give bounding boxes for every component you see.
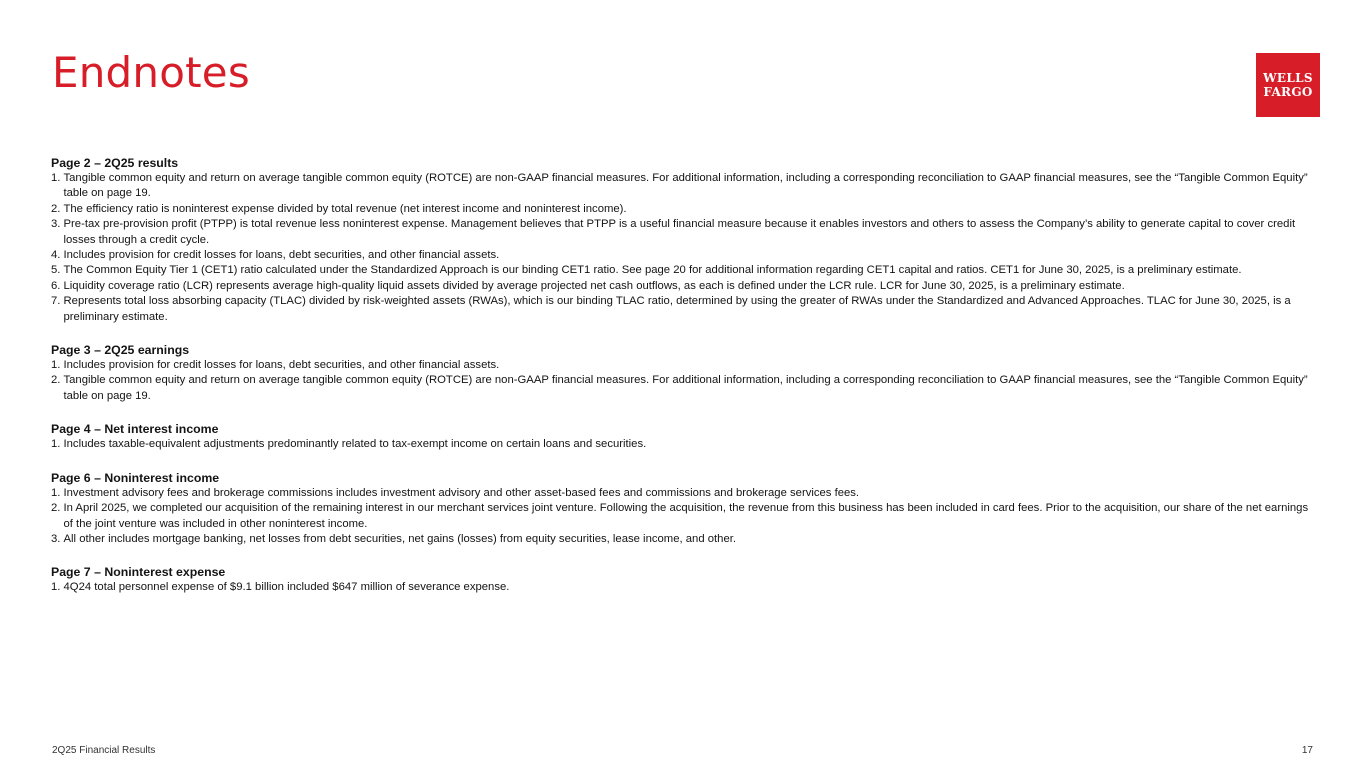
endnote-list <box>51 580 1313 595</box>
page-title: Endnotes <box>52 48 250 97</box>
endnote-text: Investment advisory fees and brokerage commissions includes investment advisory and other asset-based fees and commissions and brokerage services fees. <box>63 486 860 499</box>
section-heading: Page 2 – 2Q25 results <box>51 156 179 170</box>
endnote-text: Tangible common equity and return on average tangible common equity (ROTCE) are non-GAAP financial measures. For additional information, including a corresponding reconciliation to GAAP financial measures, see the “Tangible Common Equity” table on page 19. <box>63 172 1308 200</box>
endnote-list <box>51 358 1313 404</box>
endnote-item <box>51 294 1313 325</box>
endnote-number: 1. <box>51 486 61 499</box>
endnote-number: 2. <box>51 202 61 215</box>
endnote-section <box>51 155 1313 325</box>
endnotes-content <box>51 155 1313 613</box>
endnote-section <box>51 342 1313 404</box>
logo-line-1: WELLS <box>1263 71 1313 85</box>
endnote-text: The efficiency ratio is noninterest expense divided by total revenue (net interest income and noninterest income). <box>63 202 627 215</box>
endnote-section <box>51 470 1313 548</box>
section-heading: Page 6 – Noninterest income <box>51 470 220 485</box>
endnote-number: 4. <box>51 249 61 262</box>
endnote-number: 1. <box>51 359 61 372</box>
endnote-section <box>51 421 1313 452</box>
section-heading: Page 3 – 2Q25 earnings <box>51 343 190 358</box>
endnote-list <box>51 437 1313 452</box>
endnote-section <box>51 564 1313 595</box>
endnote-item <box>51 248 1313 263</box>
endnote-list <box>51 486 1313 548</box>
endnote-item <box>51 202 1313 217</box>
endnote-text: Represents total loss absorbing capacity (TLAC) divided by risk-weighted assets (RWAs), which is our binding TLAC ratio, determined by using the greater of RWAs under the Standardized and Advanced Approaches. TLAC for June 30, 2025, is a preliminary estimate. <box>63 295 1291 323</box>
endnote-text: Pre-tax pre-provision profit (PTPP) is total revenue less noninterest expense. Management believes that PTPP is a useful financial measure because it enables investors and others to assess the Company’s ability to generate capital to cover credit losses through a credit cycle. <box>63 218 1296 246</box>
endnote-item <box>51 373 1313 404</box>
wells-fargo-logo <box>1256 53 1320 117</box>
endnote-item <box>51 501 1313 532</box>
endnote-text: All other includes mortgage banking, net losses from debt securities, net gains (losses) from equity securities, lease income, and other. <box>63 532 737 545</box>
footer-document-title: 2Q25 Financial Results <box>52 745 156 756</box>
endnote-text: Liquidity coverage ratio (LCR) represents average high-quality liquid assets divided by average projected net cash outflows, as each is defined under the LCR rule. LCR for June 30, 2025, is a preliminary estimate. <box>63 279 1125 292</box>
endnote-number: 2. <box>51 374 61 387</box>
endnote-text: Includes provision for credit losses for loans, debt securities, and other financial assets. <box>63 249 500 262</box>
endnote-number: 7. <box>51 295 61 308</box>
endnote-number: 5. <box>51 264 61 277</box>
endnote-list <box>51 171 1313 325</box>
endnote-number: 6. <box>51 279 61 292</box>
endnote-item <box>51 486 1313 501</box>
endnote-item <box>51 171 1313 202</box>
logo-line-2: FARGO <box>1263 85 1313 99</box>
endnote-item <box>51 437 1313 452</box>
endnote-item <box>51 358 1313 373</box>
footer-page-number: 17 <box>1301 745 1313 756</box>
endnote-text: In April 2025, we completed our acquisition of the remaining interest in our merchant services joint venture. Following the acquisition, the revenue from this business has been included in card fees. Prior to the acquisition, our share of the net earnings of the joint venture was included in other noninterest income. <box>63 502 1309 530</box>
endnote-number: 1. <box>51 438 61 451</box>
endnote-number: 3. <box>51 532 61 545</box>
endnote-number: 1. <box>51 581 61 594</box>
section-heading: Page 4 – Net interest income <box>51 422 219 437</box>
endnote-number: 3. <box>51 218 61 231</box>
endnote-text: The Common Equity Tier 1 (CET1) ratio calculated under the Standardized Approach is our binding CET1 ratio. See page 20 for additional information regarding CET1 capital and ratios. CET1 for June 30, 2025, is a preliminary estimate. <box>63 264 1242 277</box>
endnote-text: Includes taxable-equivalent adjustments predominantly related to tax-exempt income on certain loans and securities. <box>63 438 647 451</box>
endnote-text: Includes provision for credit losses for loans, debt securities, and other financial assets. <box>63 359 500 372</box>
section-heading: Page 7 – Noninterest expense <box>51 565 226 580</box>
endnote-item <box>51 279 1313 294</box>
endnote-item <box>51 217 1313 248</box>
endnote-number: 1. <box>51 172 61 184</box>
endnote-text: Tangible common equity and return on average tangible common equity (ROTCE) are non-GAAP financial measures. For additional information, including a corresponding reconciliation to GAAP financial measures, see the “Tangible Common Equity” table on page 19. <box>63 374 1308 402</box>
endnote-item <box>51 263 1313 278</box>
endnote-item <box>51 532 1313 547</box>
endnote-number: 2. <box>51 502 61 515</box>
endnote-item <box>51 580 1313 595</box>
endnote-text: 4Q24 total personnel expense of $9.1 billion included $647 million of severance expense. <box>63 581 510 594</box>
